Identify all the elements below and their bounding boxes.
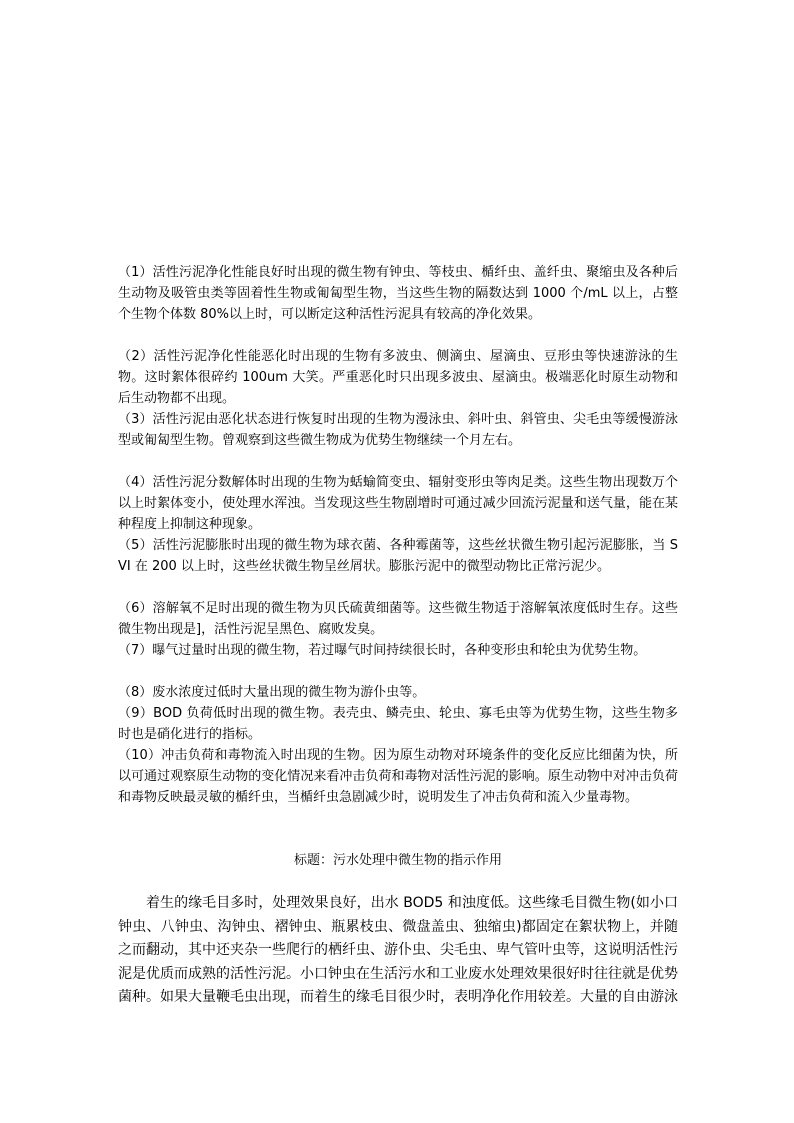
paragraph-gap [118, 661, 678, 682]
paragraph-gap [118, 577, 678, 598]
paragraph-gap [118, 871, 678, 892]
indicator-item-7: （7）曝气过量时出现的微生物，若过曝气时间持续很长时，各种变形虫和轮虫为优势生物。 [118, 643, 647, 658]
indicator-item-10: （10）冲击负荷和毒物流入时出现的生物。因为原生动物对环境条件的变化反应比细菌为快，所以可通过观察原生动物的变化情况来看冲击负荷和毒物对活性污泥的影响。原生动物中对冲击负荷和毒物反映最灵敏的楯纤虫，当楯纤虫急剧减少时，说明发生了冲击负荷和流入少量毒物。 [118, 748, 678, 805]
paragraph-gap [118, 451, 678, 472]
indicator-item-9: （9）BOD 负荷低时出现的微生物。表壳虫、鳞壳虫、轮虫、寡毛虫等为优势生物，这些生物多时也是硝化进行的指标。 [118, 706, 678, 742]
document-content [118, 262, 678, 1010]
body-paragraph: 着生的缘毛目多时，处理效果良好，出水 BOD5 和浊度低。这些缘毛目微生物(如小口钟虫、八钟虫、沟钟虫、褶钟虫、瓶累枝虫、微盘盖虫、独缩虫)都固定在絮状物上，并随之而翻动，其中还夹杂一些爬行的栖纤虫、游仆虫、尖毛虫、卑气管叶虫等，这说明活性污泥是优质而成熟的活性污泥。小口钟虫在生活污水和工业废水处理效果很好时往往就是优势菌种。如果大量鞭毛虫出现，而着生的缘毛目很少时，表明净化作用较差。大量的自由游泳 [118, 895, 678, 1005]
indicator-item-3: （3）活性污泥由恶化状态进行恢复时出现的生物为漫泳虫、斜叶虫、斜管虫、尖毛虫等缓慢游泳型或匍匐型生物。曾观察到这些微生物成为优势生物继续一个月左右。 [118, 412, 678, 448]
indicator-item-8: （8）废水浓度过低时大量出现的微生物为游仆虫等。 [118, 685, 426, 700]
paragraph-gap [118, 829, 678, 850]
paragraph-gap [118, 325, 678, 346]
paragraph-gap [118, 808, 678, 829]
indicator-item-1: （1）活性污泥净化性能良好时出现的微生物有钟虫、等枝虫、楯纤虫、盖纤虫、聚缩虫及各种后生动物及吸管虫类等固着性生物或匍匐型生物，当这些生物的隔数达到 1000 个/mL 以上，占整个生物个体数 80%以上时，可以断定这种活性污泥具有较高的净化效果。 [118, 265, 678, 322]
indicator-item-4: （4）活性污泥分数解体时出现的生物为蛞蝓简变虫、辐射变形虫等肉足类。这些生物出现数万个以上时絮体变小，使处理水浑浊。当发现这些生物剧增时可通过减少回流污泥量和送气量，能在某种程度上抑制这种现象。 [118, 475, 678, 532]
indicator-item-6: （6）溶解氧不足时出现的微生物为贝氏硫黄细菌等。这些微生物适于溶解氧浓度低时生存。这些微生物出现是]，活性污泥呈黑色、腐败发臭。 [118, 601, 678, 637]
section-title: 标题：污水处理中微生物的指示作用 [293, 853, 502, 868]
indicator-item-2: （2）活性污泥净化性能恶化时出现的生物有多波虫、侧滴虫、屋滴虫、豆形虫等快速游泳的生物。这时絮体很碎约 100um 大笑。严重恶化时只出现多波虫、屋滴虫。极端恶化时原生动物和后生动物都不出现。 [118, 349, 678, 406]
indicator-item-5: （5）活性污泥膨胀时出现的微生物为球衣菌、各种霉菌等，这些丝状微生物引起污泥膨胀，当 SVI 在 200 以上时，这些丝状微生物呈丝屑状。膨胀污泥中的微型动物比正常污泥少。 [118, 538, 678, 574]
